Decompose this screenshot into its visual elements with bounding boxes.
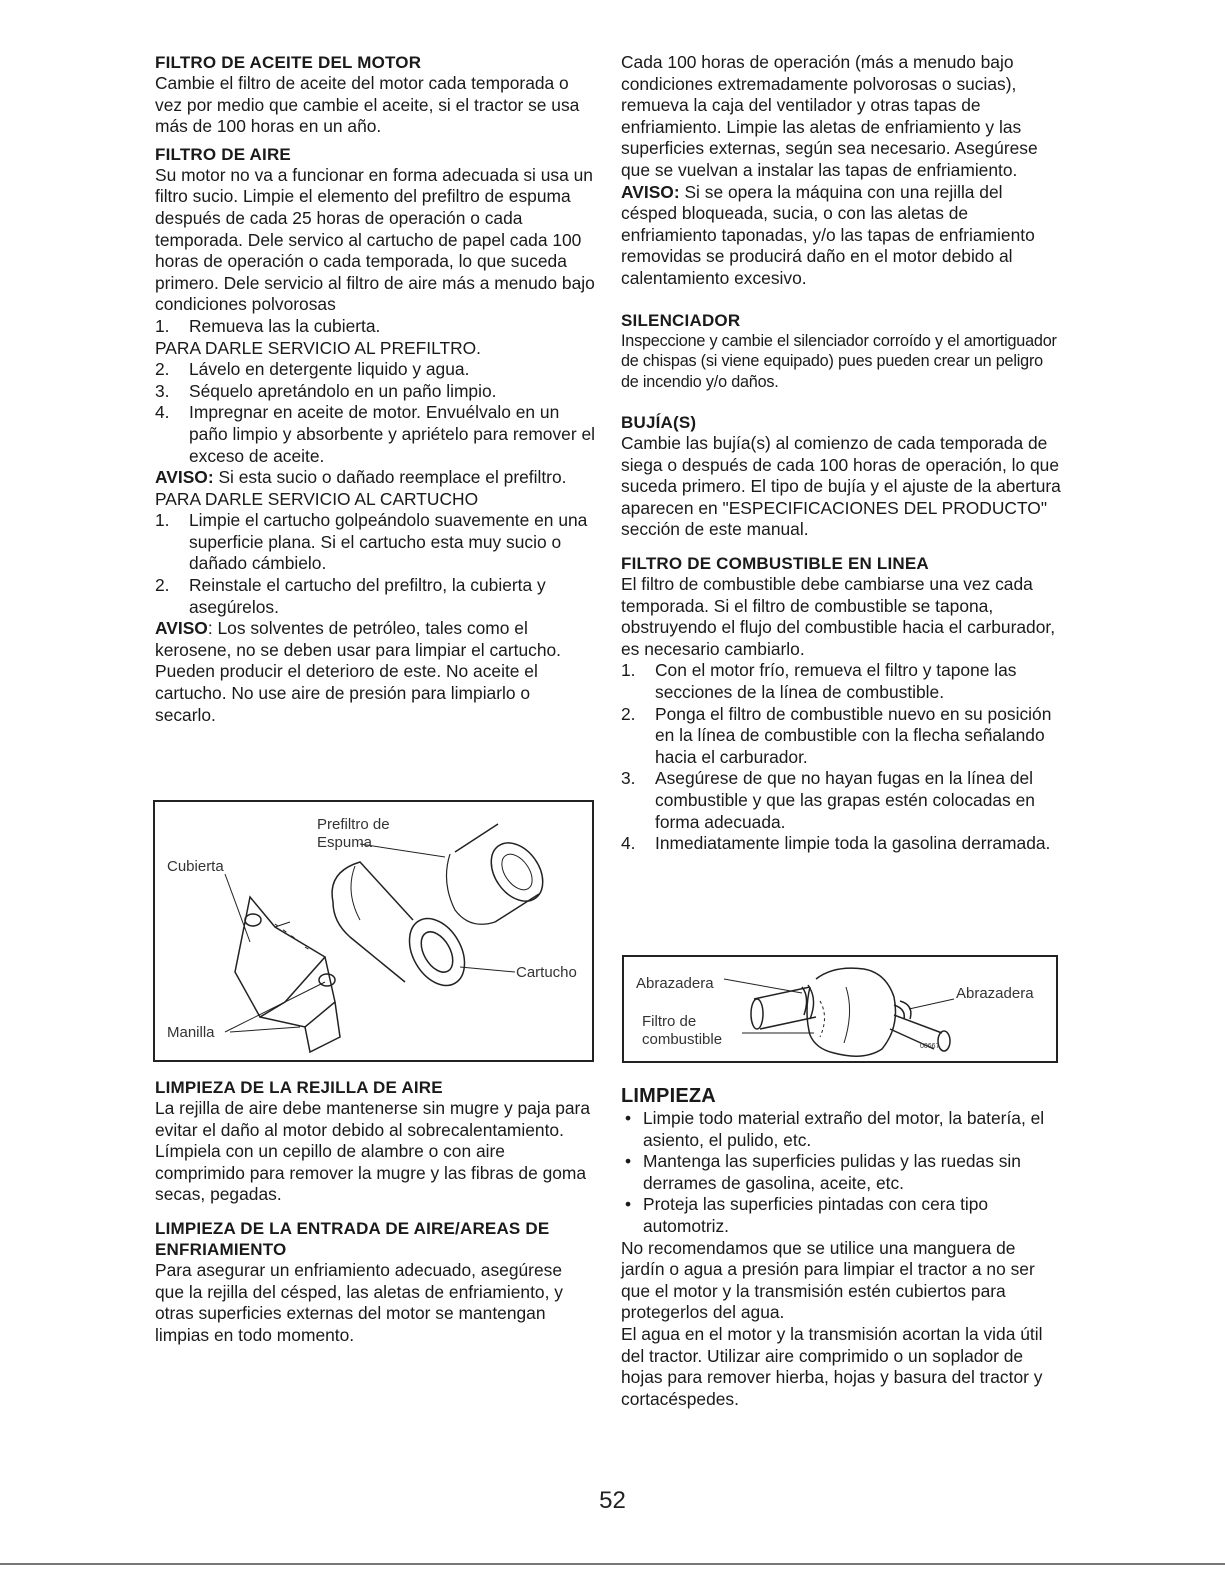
air-filter-text: Su motor no va a funcionar en forma adecuada si usa un filtro sucio. Limpie el elemento del prefiltro de espuma después de cada 25 horas de operación o cada temporada. Dele servico al cartucho de papel cada 100 horas de operación o cada temporada, lo que suceda primero. Dele servicio al filtro de aire más a menudo bajo condiciones polvorosas — [155, 164, 595, 315]
clamp-left-label: Abrazadera — [636, 975, 714, 992]
cleaning-bullets — [621, 1108, 1061, 1238]
left-column — [155, 52, 595, 726]
page-number: 52 — [599, 1487, 626, 1514]
cartridge-label: Cartucho — [516, 964, 577, 981]
right-column — [621, 52, 1061, 855]
left-column-lower — [155, 1077, 595, 1346]
cartridge-notice: AVISO: Los solventes de petróleo, tales como el kerosene, no se deben usar para limpiar el cartucho. Pueden producir el deterioro de este. No aceite el cartucho. No use aire de presión para limpiarlo o secarlo. — [155, 618, 562, 725]
intake-text: Para asegurar un enfriamiento adecuado, asegúrese que la rejilla del césped, las aletas de enfriamiento, y otras superficies externas del motor se mantengan limpias en todo momento. — [155, 1259, 563, 1345]
fuel-filter-figure — [622, 955, 1058, 1063]
notice-label: AVISO: — [155, 467, 214, 488]
list-item: 2. Ponga el filtro de combustible nuevo en su posición en la línea de combustible con la flecha señalando hacia el carburador. — [621, 703, 1052, 767]
air-filter-heading: FILTRO DE AIRE — [155, 144, 291, 164]
page-bottom-rule — [0, 1563, 1225, 1565]
list-item: 3. Asegúrese de que no hayan fugas en la línea del combustible y que las grapas estén colocadas en forma adecuada. — [621, 768, 1035, 832]
fuel-filter-text: El filtro de combustible debe cambiarse una vez cada temporada. Si el filtro de combustible se tapona, obstruyendo el flujo del combustible hacia el carburador, es necesario cambiarlo. — [621, 574, 1056, 659]
figure-code: 00667 — [920, 1043, 940, 1050]
sparkplug-heading: BUJÍA(S) — [621, 413, 697, 433]
oil-filter-heading: FILTRO DE ACEITE DEL MOTOR — [155, 53, 422, 72]
fuel-filter-heading: FILTRO DE COMBUSTIBLE EN LINEA — [621, 554, 929, 573]
cleaning-heading: LIMPIEZA — [621, 1085, 716, 1107]
prefilter-label: Prefiltro de Espuma — [317, 816, 390, 851]
grille-heading: LIMPIEZA DE LA REJILLA DE AIRE — [155, 1078, 443, 1097]
muffler-heading: SILENCIADOR — [621, 310, 741, 330]
oil-filter-text: Cambie el filtro de aceite del motor cada temporada o vez por medio que cambie el aceite, si el tractor se usa más de 100 horas en un año. — [155, 73, 580, 137]
list-item: 4. Inmediatamente limpie toda la gasolina derramada. — [621, 833, 1051, 854]
cartridge-service-title: PARA DARLE SERVICIO AL CARTUCHO — [155, 488, 479, 509]
sparkplug-text: Cambie las bujía(s) al comienzo de cada temporada de siega o después de cada 100 horas de operación, lo que suceda primero. El tipo de bujía y el ajuste de la abertura aparecen en "ESPECIFICACIONES DEL PRODUCTO" sección de este manual. — [621, 433, 1061, 540]
list-item: 1. Limpie el cartucho golpeándolo suavemente en una superficie plana. Si el cartucho esta muy sucio o dañado cámbielo. — [155, 510, 588, 574]
list-item: 3. Séquelo apretándolo en un paño limpio. — [155, 380, 497, 401]
list-item: • Mantenga las superficies pulidas y las ruedas sin derrames de gasolina, aceite, etc. — [625, 1151, 1021, 1193]
list-item: • Limpie todo material extraño del motor, la batería, el asiento, el pulido, etc. — [625, 1108, 1045, 1150]
list-item: 2. Reinstale el cartucho del prefiltro, la cubierta y asegúrelos. — [155, 575, 546, 617]
list-item: 1. Con el motor frío, remueva el filtro y tapone las secciones de la línea de combustible. — [621, 660, 1017, 702]
prefilter-service-title: PARA DARLE SERVICIO AL PREFILTRO. — [155, 337, 482, 358]
handle-label: Manilla — [167, 1024, 215, 1041]
cleaning-paragraph-2: El agua en el motor y la transmisión acortan la vida útil del tractor. Utilizar aire comprimido o un soplador de hojas para remover hierba, hojas y basura del tractor y cortacéspedes. — [621, 1323, 1043, 1409]
cartridge-steps — [155, 510, 595, 618]
list-item: • Proteja las superficies pintadas con cera tipo automotriz. — [625, 1194, 989, 1236]
cooling-notice: AVISO: Si se opera la máquina con una rejilla del césped bloqueada, sucia, o con las aletas de enfriamiento taponadas, y/o las tapas de enfriamiento removidas se producirá daño en el motor debido al calentamiento excesivo. — [621, 181, 1035, 288]
intake-heading: LIMPIEZA DE LA ENTRADA DE AIRE/AREAS DE ENFRIAMIENTO — [155, 1218, 550, 1259]
cooling-text: Cada 100 horas de operación (más a menudo bajo condiciones extremadamente polvorosas o sucias), remueva la caja del ventilador y otras tapas de enfriamiento. Limpie las aletas de enfriamiento y las superficies externas, según sea necesario. Asegúrese que se vuelvan a instalar las tapas de enfriamiento. — [621, 52, 1038, 180]
grille-text: La rejilla de aire debe mantenerse sin mugre y paja para evitar el daño al motor debido al sobrecalentamiento. Límpiela con un cepillo de alambre o con aire comprimido para remover la mugre y las fibras de goma secas, pegadas. — [155, 1098, 591, 1205]
cleaning-paragraph-1: No recomendamos que se utilice una manguera de jardín o agua a presión para limpiar el tractor a no ser que el motor y la transmisión estén cubiertos para protegerlos del agua. — [621, 1237, 1035, 1323]
clamp-right-label: Abrazadera — [956, 985, 1034, 1002]
fuel-filter-steps — [621, 660, 1061, 854]
air-filter-step-1 — [155, 316, 595, 338]
notice-label: AVISO — [155, 618, 208, 639]
cover-label: Cubierta — [167, 858, 224, 875]
fuel-filter-label: Filtro de combustible — [642, 1013, 723, 1048]
air-filter-figure — [153, 800, 594, 1062]
list-item: 2. Lávelo en detergente liquido y agua. — [155, 359, 470, 380]
list-item: 1. Remueva las la cubierta. — [155, 315, 381, 336]
prefilter-steps — [155, 359, 595, 467]
right-column-lower — [621, 1084, 1061, 1410]
notice-label: AVISO: — [621, 181, 680, 202]
prefilter-notice: AVISO: Si esta sucio o dañado reemplace el prefiltro. — [155, 467, 567, 488]
muffler-text: Inspeccione y cambie el silenciador corroído y el amortiguador de chispas (si viene equipado) pues pueden crear un peligro de incendio y/o daños. — [621, 331, 1057, 391]
list-item: 4. Impregnar en aceite de motor. Envuélvalo en un paño limpio y absorbente y apriételo para remover el exceso de aceite. — [155, 402, 596, 466]
